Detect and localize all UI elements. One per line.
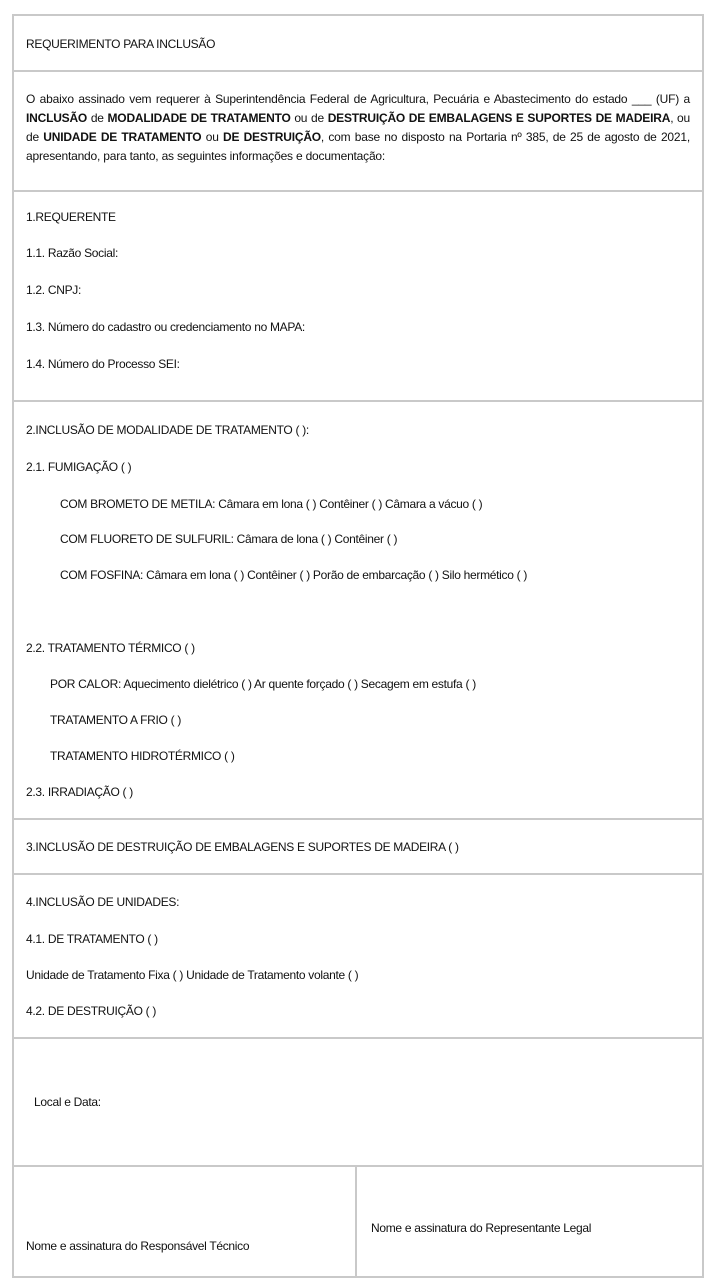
modalidade-heading: 2.INCLUSÃO DE MODALIDADE DE TRATAMENTO ( ): [26, 423, 309, 437]
intro-text-5: ou [201, 130, 223, 144]
tecnico-signature-label: Nome e assinatura do Responsável Técnico [26, 1239, 250, 1253]
intro-bold-unidade: UNIDADE DE TRATAMENTO [43, 130, 202, 144]
unidade-tratamento-option: 4.1. DE TRATAMENTO ( ) [26, 932, 158, 946]
processo-sei-field: 1.4. Número do Processo SEI: [26, 357, 180, 371]
modalidade-section [14, 402, 702, 820]
requerimento-form [12, 14, 704, 1278]
intro-text-1: O abaixo assinado vem requerer à Superintendência Federal de Agricultura, Pecuária e Abastecimento do estado ___ (UF) a [26, 92, 690, 106]
requerente-heading: 1.REQUERENTE [26, 210, 116, 224]
calor-option: POR CALOR: Aquecimento dielétrico ( ) Ar quente forçado ( ) Secagem em estufa ( ) [50, 677, 476, 691]
local-data-label: Local e Data: [34, 1095, 101, 1109]
requerente-section [14, 192, 702, 402]
destruicao-section [14, 820, 702, 875]
intro-text-3: ou de [290, 111, 328, 125]
title-section [14, 16, 702, 72]
frio-option: TRATAMENTO A FRIO ( ) [50, 713, 182, 727]
local-data-section [14, 1039, 702, 1167]
fosfina-option: COM FOSFINA: Câmara em lona ( ) Contêiner ( ) Porão de embarcação ( ) Silo hermético ( ) [60, 568, 528, 582]
intro-bold-modalidade: MODALIDADE DE TRATAMENTO [107, 111, 291, 125]
signature-divider [355, 1167, 357, 1276]
fumigacao-option: 2.1. FUMIGAÇÃO ( ) [26, 460, 132, 474]
intro-text-6: , com base no disposto na Portaria nº 385, de 25 de agosto de 2021, apresentando, para tanto, as seguintes informações e documentação: [26, 130, 690, 163]
intro-bold-de-destruicao: DE DESTRUIÇÃO [223, 130, 321, 144]
intro-paragraph [26, 90, 690, 166]
unidades-heading: 4.INCLUSÃO DE UNIDADES: [26, 895, 180, 909]
representante-signature-label: Nome e assinatura do Representante Legal [371, 1221, 592, 1235]
irradiacao-option: 2.3. IRRADIAÇÃO ( ) [26, 785, 133, 799]
hidrotermico-option: TRATAMENTO HIDROTÉRMICO ( ) [50, 749, 235, 763]
termico-option: 2.2. TRATAMENTO TÉRMICO ( ) [26, 641, 195, 655]
form-title: REQUERIMENTO PARA INCLUSÃO [26, 37, 216, 51]
destruicao-heading: 3.INCLUSÃO DE DESTRUIÇÃO DE EMBALAGENS E SUPORTES DE MADEIRA ( ) [26, 840, 459, 854]
brometo-option: COM BROMETO DE METILA: Câmara em lona ( ) Contêiner ( ) Câmara a vácuo ( ) [60, 497, 483, 511]
unidade-tipos-option: Unidade de Tratamento Fixa ( ) Unidade de Tratamento volante ( ) [26, 968, 359, 982]
intro-section [14, 72, 702, 192]
razao-social-field: 1.1. Razão Social: [26, 246, 118, 260]
intro-bold-inclusao: INCLUSÃO [26, 111, 88, 125]
unidades-section [14, 875, 702, 1039]
cadastro-field: 1.3. Número do cadastro ou credenciamento no MAPA: [26, 320, 305, 334]
fluoreto-option: COM FLUORETO DE SULFURIL: Câmara de lona ( ) Contêiner ( ) [60, 532, 398, 546]
signature-section [14, 1167, 702, 1276]
intro-bold-destruicao: DESTRUIÇÃO DE EMBALAGENS E SUPORTES DE MADEIRA [327, 111, 671, 125]
intro-text-4: , ou de [26, 111, 691, 144]
cnpj-field: 1.2. CNPJ: [26, 283, 82, 297]
intro-text-2: de [87, 111, 108, 125]
unidade-destruicao-option: 4.2. DE DESTRUIÇÃO ( ) [26, 1004, 157, 1018]
